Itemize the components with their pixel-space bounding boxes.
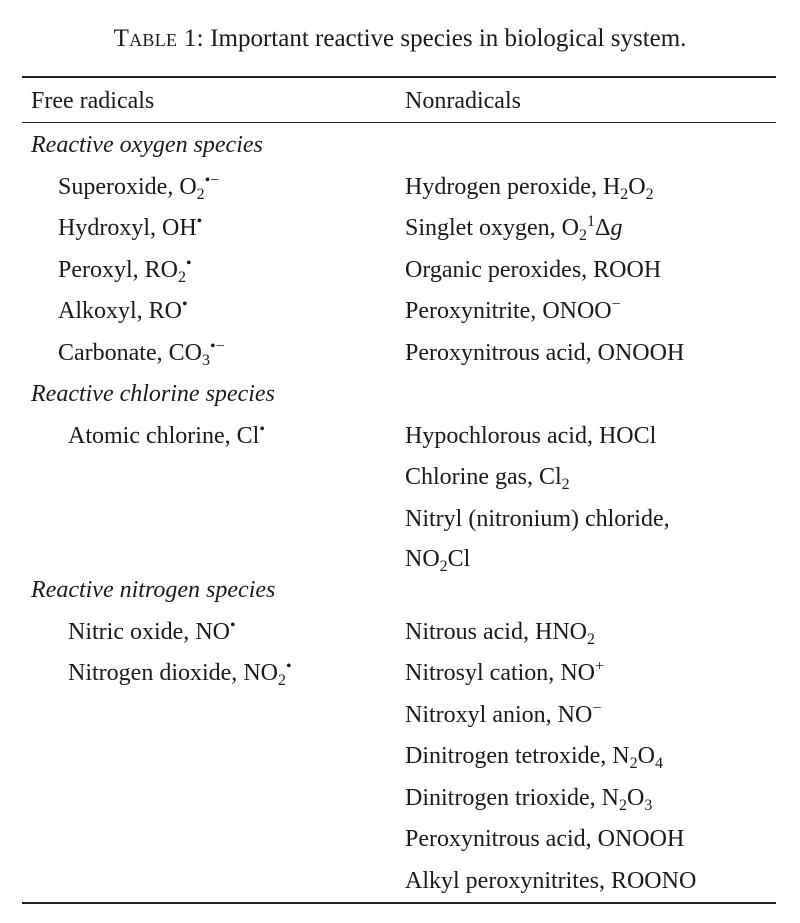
species-name: Superoxide, [58, 174, 180, 200]
caption-text: Important reactive species in biological system. [203, 25, 687, 52]
species-formula-part: • [229, 617, 236, 634]
nonradical-cell [405, 653, 604, 693]
species-formula-part: ONOO [542, 298, 612, 324]
species-name: Alkoxyl, [58, 298, 149, 324]
species-formula-part: RO [144, 257, 179, 283]
species-name: Hypochlorous acid, [405, 423, 599, 449]
species-formula-part: NO [243, 660, 278, 686]
nonradical-cell [405, 416, 656, 456]
nonradical-cell [405, 819, 684, 859]
species-formula-part: O [561, 215, 579, 241]
species-name: Peroxynitrous acid, [405, 826, 598, 852]
nonradical-cell [405, 695, 601, 735]
species-formula-part: O [179, 174, 197, 200]
species-name: Singlet oxygen, [405, 215, 562, 241]
species-formula-part: • [259, 421, 265, 438]
species-formula-part: • [196, 213, 203, 230]
species-formula-part: 2 [579, 227, 587, 244]
nonradical-cell [405, 499, 670, 579]
species-formula-part: H [602, 174, 621, 200]
nonradical-cell [405, 208, 622, 248]
table-caption [0, 18, 800, 60]
species-formula-part: ROONO [610, 868, 697, 894]
nonradical-cell [405, 333, 684, 373]
radical-cell [58, 250, 192, 290]
species-formula-part: • [182, 296, 188, 313]
species-name: Nitric oxide, [68, 619, 196, 645]
species-name: Hydrogen peroxide, [405, 174, 603, 200]
radical-cell [68, 416, 265, 456]
species-name: Nitroxyl anion, [405, 702, 558, 728]
species-formula-part: 2 [586, 631, 595, 648]
species-formula-part: + [594, 658, 605, 675]
nonradical-cell [405, 457, 570, 497]
species-formula-part: − [611, 296, 621, 313]
species-formula-part: 1 [587, 213, 595, 230]
species-formula-part: 2 [620, 186, 629, 203]
species-formula-part: HNO [534, 619, 587, 645]
nonradical-cell [405, 612, 595, 652]
species-formula-part: • [186, 255, 192, 272]
species-name: Nitryl (nitronium) chloride, [405, 506, 670, 532]
species-formula-part: N [601, 785, 619, 811]
species-formula-part: 2 [629, 755, 638, 772]
header-nonradicals: Nonradicals [405, 88, 521, 114]
species-formula-part: OH [162, 215, 197, 241]
species-formula-part: O [628, 174, 646, 200]
header-rule [22, 122, 776, 123]
species-formula-part: 3 [644, 797, 653, 814]
species-formula-part: •− [204, 172, 220, 189]
species-name: Nitrous acid, [405, 619, 535, 645]
species-formula-part: RO [148, 298, 183, 324]
species-formula-part: •− [209, 338, 225, 355]
species-formula-part: N [612, 743, 630, 769]
section-title-oxygen: Reactive oxygen species [31, 132, 263, 158]
species-formula-part: • [285, 658, 292, 675]
species-name: Nitrosyl cation, [405, 660, 561, 686]
species-formula-part: Cl [538, 464, 562, 490]
caption-label: Table 1: [113, 25, 204, 52]
species-name: Peroxynitrite, [405, 298, 543, 324]
species-name: Nitrogen dioxide, [68, 660, 244, 686]
section-title-chlorine: Reactive chlorine species [31, 381, 275, 407]
species-formula-part: 2 [618, 797, 627, 814]
species-formula-part: NO [560, 660, 595, 686]
nonradical-cell [405, 291, 621, 331]
species-formula-part: 2 [196, 186, 205, 203]
species-formula-part: HOCl [598, 423, 657, 449]
species-formula-part: NO [557, 702, 593, 728]
radical-cell [68, 612, 236, 652]
species-name: Dinitrogen trioxide, [405, 785, 602, 811]
radical-cell [58, 167, 219, 207]
species-formula-part: 4 [654, 755, 663, 772]
species-formula-part: ROOH [593, 257, 662, 283]
species-formula-part: g [610, 215, 623, 241]
species-formula-part: ONOOH [597, 826, 685, 852]
radical-cell [68, 653, 292, 693]
species-formula-part: Cl [447, 546, 471, 572]
species-name: Atomic chlorine, [68, 423, 237, 449]
species-formula-part: 2 [645, 186, 654, 203]
species-formula-part: NO [195, 619, 230, 645]
species-formula-part: Cl [236, 423, 260, 449]
species-name: Hydroxyl, [58, 215, 162, 241]
species-name: Chlorine gas, [405, 464, 539, 490]
species-name: Organic peroxides, [405, 257, 594, 283]
species-formula-part: CO [168, 340, 202, 366]
nonradical-cell [405, 167, 654, 207]
species-formula-part: 2 [561, 476, 570, 493]
radical-cell [58, 291, 188, 331]
species-name: Carbonate, [58, 340, 169, 366]
species-name: Alkyl peroxynitrites, [405, 868, 611, 894]
species-name: Peroxynitrous acid, [405, 340, 598, 366]
species-formula-part: − [592, 700, 602, 717]
bottom-rule [22, 902, 776, 904]
header-free-radicals: Free radicals [31, 88, 155, 114]
species-formula-part: O [637, 743, 655, 769]
nonradical-cell [405, 861, 696, 901]
species-formula-part: Δ [595, 215, 611, 241]
species-name: Dinitrogen tetroxide, [405, 743, 613, 769]
nonradical-cell [405, 736, 663, 776]
species-formula-part: 2 [277, 672, 286, 689]
species-formula-part: 3 [201, 352, 210, 369]
species-formula-part: ONOOH [597, 340, 685, 366]
nonradical-cell [405, 778, 652, 818]
section-title-nitrogen: Reactive nitrogen species [31, 577, 276, 603]
species-formula-part: O [626, 785, 645, 811]
species-name: Peroxyl, [58, 257, 145, 283]
species-formula-part: NO [405, 546, 440, 572]
radical-cell [58, 333, 225, 373]
nonradical-cell [405, 250, 661, 290]
species-formula-part: 2 [178, 269, 187, 286]
radical-cell [58, 208, 202, 248]
species-formula-part: 2 [439, 558, 448, 575]
top-rule [22, 76, 776, 78]
